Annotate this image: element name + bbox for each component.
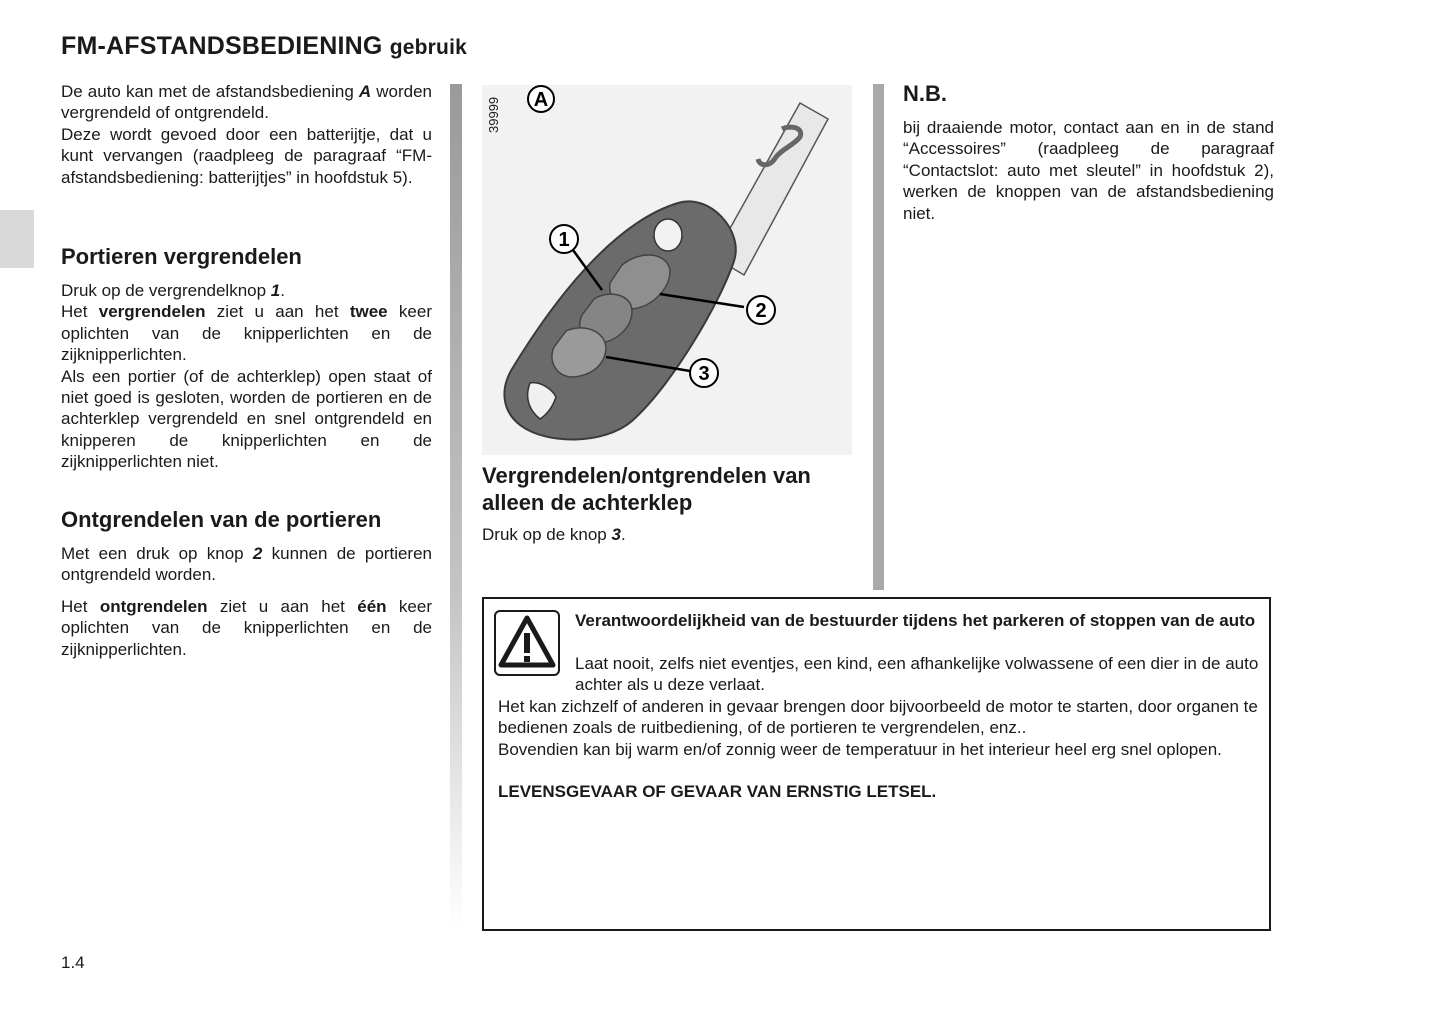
unlock-press-end: kunnen de portieren ontgrendeld worden. xyxy=(61,544,432,585)
lock-press-ref: 1 xyxy=(270,281,281,300)
warning-line-4: LEVENSGEVAAR OF GEVAAR VAN ERNSTIG LETSEL. xyxy=(498,782,937,801)
lock-paragraph xyxy=(61,280,432,473)
intro-ref-a: A xyxy=(358,82,372,101)
lock-blink-text: Het xyxy=(61,302,99,322)
unlock-blink-text-3: keer oplichten van de knipperlichten en de zijknipperlichten. xyxy=(61,597,432,659)
warning-line-2: Het kan zichzelf of anderen in gevaar brengen door bijvoorbeeld de motor te starten, door organen te bedienen zoals de ruitbediening, of de portieren te vergrendelen, enz.. xyxy=(498,697,1258,738)
lock-blink-bold: vergrendelen xyxy=(98,302,206,322)
page-number: 1.4 xyxy=(61,953,85,972)
unlock-press-ref: 2 xyxy=(252,544,263,563)
unlock-blink-count: één xyxy=(357,597,387,616)
intro-text-2: worden vergrendeld of ontgrendeld. xyxy=(61,82,432,123)
intro-text: De auto kan met de afstandsbediening xyxy=(61,82,359,101)
lock-press-text: Druk op de vergrendelknop xyxy=(61,281,271,300)
unlock-blink-text-2: ziet u aan het xyxy=(207,597,358,616)
unlock-blink-text: Het xyxy=(61,597,100,616)
key-illustration xyxy=(482,85,852,455)
battery-note: Deze wordt gevoed door een batterijtje, dat u kunt vervangen (raadpleeg de paragraaf “FM-afstandsbediening: batterijtjes” in hoofdstuk 5). xyxy=(61,124,432,187)
note-heading: N.B. xyxy=(903,81,947,106)
tailgate-press-end: . xyxy=(620,525,626,544)
tailgate-press-ref: 3 xyxy=(611,525,621,544)
note-text: bij draaiende motor, contact aan en in de stand “Accessoires” (raadpleeg de paragraaf “Contactslot: auto met sleutel” in hoofdstuk 2), werken de knoppen van de afstandsbediening niet. xyxy=(903,118,1274,223)
unlock-paragraph-1 xyxy=(61,543,432,586)
intro-paragraph xyxy=(61,81,432,188)
warning-line-3: Bovendien kan bij warm en/of zonnig weer de temperatuur in het interieur heel erg snel oplopen. xyxy=(498,740,1222,759)
lock-blink-text-2: ziet u aan het xyxy=(205,302,350,322)
tailgate-press-text: Druk op de knop xyxy=(482,525,612,544)
lock-press-end: . xyxy=(280,281,285,300)
page-title-main: FM-AFSTANDSBEDIENING xyxy=(61,32,383,60)
blade-release-button xyxy=(654,219,682,251)
tailgate-paragraph xyxy=(482,524,854,545)
callout-1-label: 1 xyxy=(558,229,570,251)
figure-id: 39999 xyxy=(486,96,501,133)
warning-triangle-icon xyxy=(494,610,560,676)
column-divider-right xyxy=(873,84,884,590)
unlock-press-text: Met een druk op knop xyxy=(61,544,253,563)
tailgate-heading: Vergrendelen/ontgrendelen van alleen de achterklep xyxy=(482,463,811,515)
page-title xyxy=(61,32,467,61)
warning-title: Verantwoordelijkheid van de bestuurder tijdens het parkeren of stoppen van de auto xyxy=(575,611,1256,630)
callout-a-label: A xyxy=(533,89,549,111)
unlock-blink-bold: ontgrendelen xyxy=(99,597,208,616)
unlock-paragraph-2 xyxy=(61,596,432,660)
chapter-tab-marker xyxy=(0,210,34,268)
lock-blink-text-3: keer oplichten van de knipperlichten en de zijknipperlichten. xyxy=(61,302,432,365)
page-title-sub: gebruik xyxy=(389,36,467,59)
callout-3-label: 3 xyxy=(698,363,710,385)
lock-blink-count: twee xyxy=(349,302,388,322)
column-divider-left xyxy=(450,84,462,930)
warning-line-1: Laat nooit, zelfs niet eventjes, een kind, een afhankelijke volwassene of een dier in de auto achter als u deze verlaat. xyxy=(575,654,1259,695)
key-figure xyxy=(482,85,852,455)
warning-box xyxy=(482,597,1271,931)
lock-heading: Portieren vergrendelen xyxy=(61,244,302,269)
unlock-heading: Ontgrendelen van de portieren xyxy=(61,507,382,532)
door-open-note: Als een portier (of de achterklep) open staat of niet goed is gesloten, worden de portieren en de achterklep vergrendeld en snel ontgrendeld en knipperen de knipperlichten en de zijknipperlichten niet. xyxy=(61,366,432,472)
callout-2-label: 2 xyxy=(755,300,767,322)
